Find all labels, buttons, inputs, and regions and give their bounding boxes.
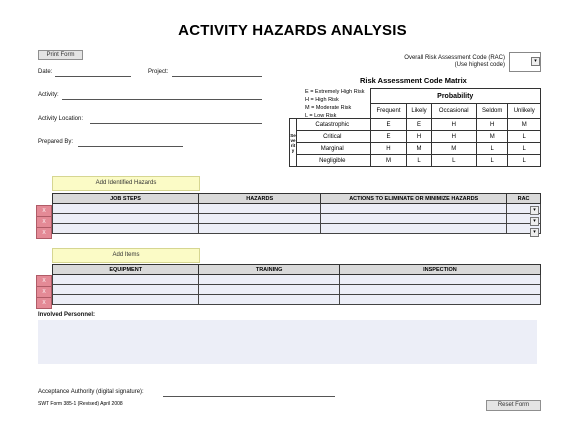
col-seldom: Seldom <box>476 104 508 119</box>
row-negligible: Negligible <box>297 155 370 167</box>
col-unlikely: Unlikely <box>508 104 541 119</box>
equipment-field[interactable] <box>53 295 199 305</box>
header-job-steps: JOB STEPS <box>53 194 199 204</box>
training-field[interactable] <box>199 285 339 295</box>
matrix-title: Risk Assessment Code Matrix <box>360 76 467 85</box>
page-title: ACTIVITY HAZARDS ANALYSIS <box>178 22 407 39</box>
overall-rac-select[interactable] <box>509 52 541 72</box>
inspection-field[interactable] <box>339 285 540 295</box>
row-catastrophic: Catastrophic <box>297 119 370 131</box>
training-field[interactable] <box>199 275 339 285</box>
print-form-button[interactable]: Print Form <box>38 50 83 60</box>
add-items-button[interactable]: Add Items <box>52 248 200 263</box>
col-likely: Likely <box>407 104 431 119</box>
acceptance-label: Acceptance Authority (digital signature): <box>38 389 144 395</box>
project-label: Project: <box>148 69 169 75</box>
table-row <box>53 214 541 224</box>
hazard-field[interactable] <box>199 204 321 214</box>
job-step-field[interactable] <box>53 204 199 214</box>
inspection-field[interactable] <box>339 295 540 305</box>
matrix-cell: M <box>370 155 407 167</box>
date-field[interactable] <box>55 69 131 77</box>
items-table <box>52 264 541 305</box>
table-row <box>53 285 541 295</box>
activity-location-label: Activity Location: <box>38 116 84 122</box>
job-step-field[interactable] <box>53 224 199 234</box>
activity-label: Activity: <box>38 92 59 98</box>
job-step-field[interactable] <box>53 214 199 224</box>
activity-field[interactable] <box>62 92 262 100</box>
delete-row-button[interactable]: X <box>36 227 52 239</box>
equipment-field[interactable] <box>53 285 199 295</box>
involved-personnel-field[interactable] <box>38 320 537 364</box>
chevron-down-icon[interactable]: ▾ <box>530 228 539 237</box>
row-critical: Critical <box>297 131 370 143</box>
chevron-down-icon: ▾ <box>531 57 540 66</box>
table-row <box>53 204 541 214</box>
matrix-cell: H <box>370 143 407 155</box>
risk-matrix <box>289 88 541 167</box>
col-occasional: Occasional <box>431 104 476 119</box>
legend-extreme: E = Extremely High Risk <box>305 89 365 95</box>
header-inspection: INSPECTION <box>339 265 540 275</box>
matrix-cell: M <box>476 131 508 143</box>
header-equipment: EQUIPMENT <box>53 265 199 275</box>
hazard-field[interactable] <box>199 214 321 224</box>
header-rac: RAC <box>507 194 541 204</box>
matrix-cell: E <box>370 131 407 143</box>
matrix-cell: L <box>476 143 508 155</box>
chevron-down-icon[interactable]: ▾ <box>530 217 539 226</box>
header-actions: ACTIONS TO ELIMINATE OR MINIMIZE HAZARDS <box>321 194 507 204</box>
matrix-cell: M <box>407 143 431 155</box>
hazards-table <box>52 193 541 234</box>
delete-row-button[interactable]: X <box>36 216 52 228</box>
matrix-cell: H <box>407 131 431 143</box>
prepared-by-field[interactable] <box>78 139 183 147</box>
matrix-cell: L <box>508 155 541 167</box>
matrix-cell: M <box>508 119 541 131</box>
matrix-cell: L <box>508 131 541 143</box>
add-hazards-button[interactable]: Add Identified Hazards <box>52 176 200 191</box>
legend-moderate: M = Moderate Risk <box>305 105 352 111</box>
rac-sublabel: (Use highest code) <box>454 62 505 68</box>
legend-high: H = High Risk <box>305 97 339 103</box>
matrix-cell: L <box>508 143 541 155</box>
form-footer: SWT Form 385-1 (Revised) April 2008 <box>38 401 123 407</box>
header-hazards: HAZARDS <box>199 194 321 204</box>
col-frequent: Frequent <box>370 104 407 119</box>
action-field[interactable] <box>321 224 507 234</box>
table-row <box>53 295 541 305</box>
probability-header: Probability <box>370 89 541 104</box>
delete-row-button[interactable]: X <box>36 297 52 309</box>
reset-form-button[interactable]: Reset Form <box>486 400 541 411</box>
rac-label: Overall Risk Assessment Code (RAC) <box>404 55 505 61</box>
delete-row-button[interactable]: X <box>36 205 52 217</box>
matrix-cell: M <box>431 143 476 155</box>
inspection-field[interactable] <box>339 275 540 285</box>
legend-low: L = Low Risk <box>305 113 337 119</box>
severity-label: Severity <box>290 119 297 167</box>
delete-row-button[interactable]: X <box>36 286 52 298</box>
row-marginal: Marginal <box>297 143 370 155</box>
delete-row-button[interactable]: X <box>36 275 52 287</box>
date-label: Date: <box>38 69 53 75</box>
chevron-down-icon[interactable]: ▾ <box>530 206 539 215</box>
action-field[interactable] <box>321 204 507 214</box>
project-field[interactable] <box>172 69 262 77</box>
table-row <box>53 275 541 285</box>
training-field[interactable] <box>199 295 339 305</box>
header-training: TRAINING <box>199 265 339 275</box>
activity-location-field[interactable] <box>90 116 262 124</box>
matrix-cell: H <box>431 131 476 143</box>
hazard-field[interactable] <box>199 224 321 234</box>
equipment-field[interactable] <box>53 275 199 285</box>
involved-personnel-label: Involved Personnel: <box>38 312 96 318</box>
matrix-cell: L <box>407 155 431 167</box>
acceptance-signature-field[interactable] <box>163 389 335 397</box>
matrix-cell: E <box>407 119 431 131</box>
matrix-cell: H <box>476 119 508 131</box>
table-row <box>53 224 541 234</box>
matrix-cell: L <box>476 155 508 167</box>
prepared-by-label: Prepared By: <box>38 139 74 145</box>
action-field[interactable] <box>321 214 507 224</box>
matrix-cell: H <box>431 119 476 131</box>
matrix-cell: E <box>370 119 407 131</box>
matrix-cell: L <box>431 155 476 167</box>
